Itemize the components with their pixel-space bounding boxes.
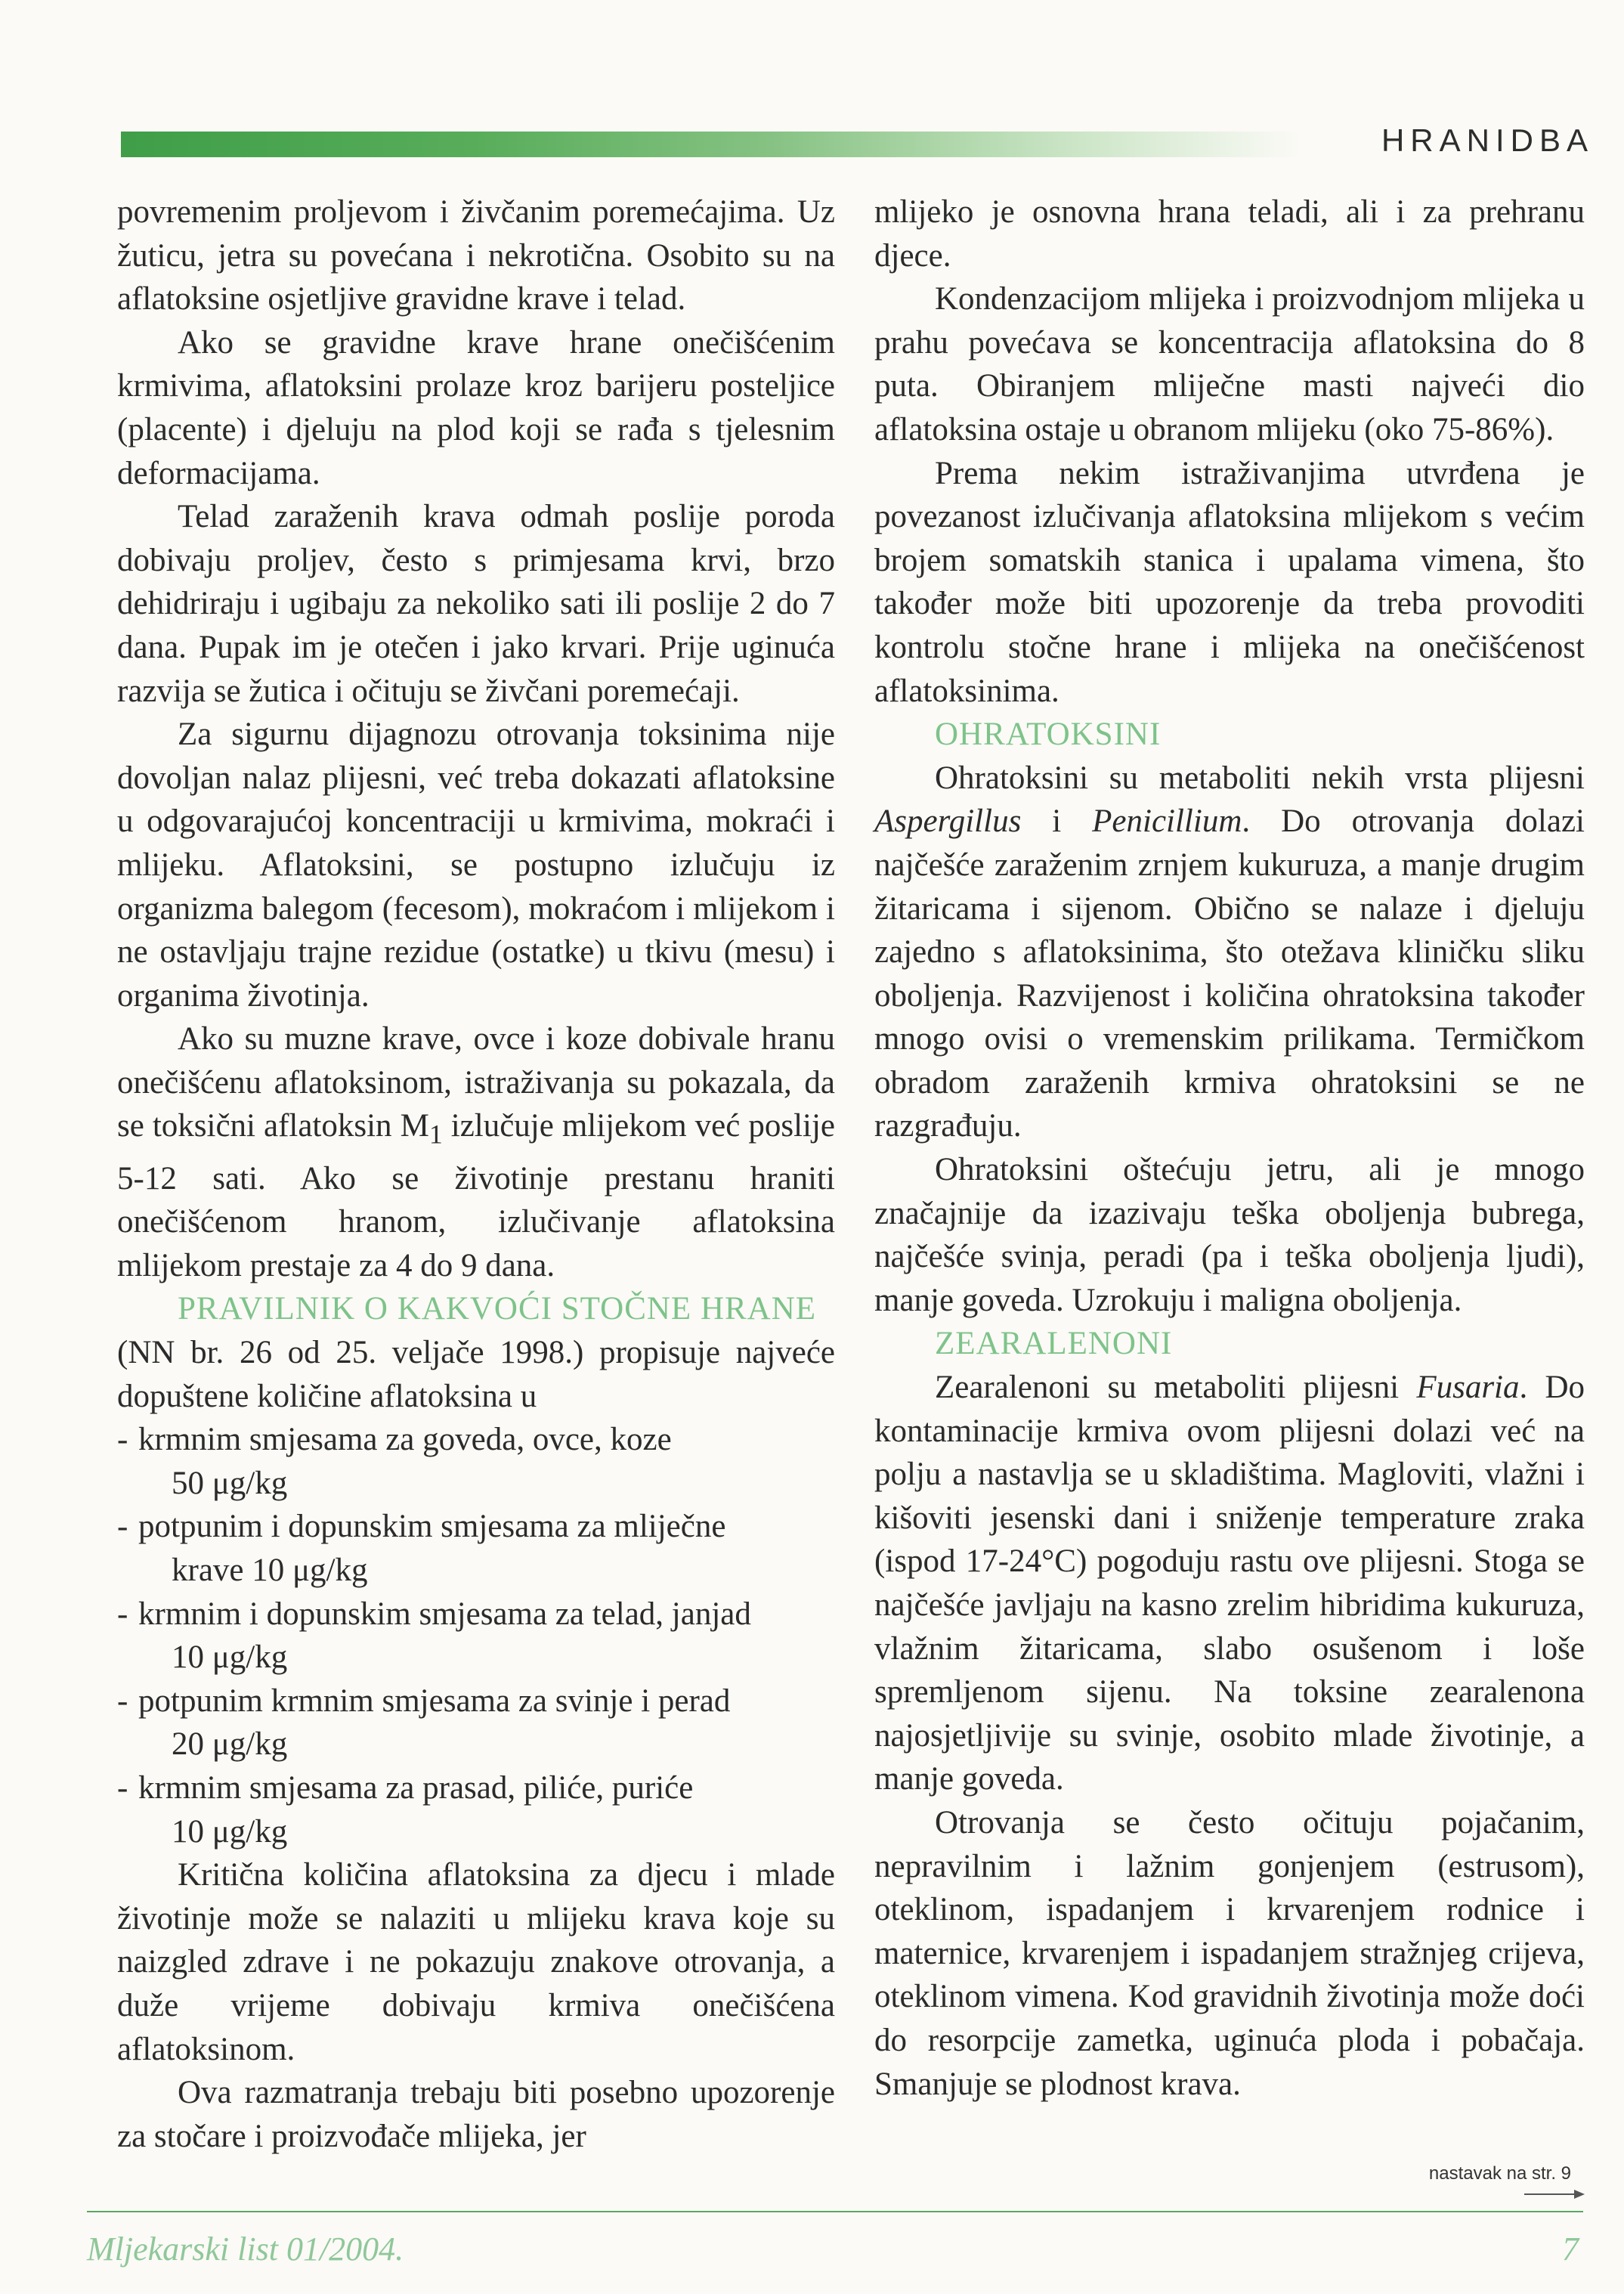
heading-pravilnik: PRAVILNIK O KAKVOĆI STOČNE HRANE [178, 1291, 817, 1327]
paragraph: (NN br. 26 od 25. veljače 1998.) propisuje najveće dopuštene količine aflatoksina u [117, 1335, 835, 1414]
paragraph: Prema nekim istraživanjima utvrđena je povezanost izlučivanja aflatoksina mlijekom s većim brojem somatskih stanica i upalama vimena, što također može biti upozorenje da treba provoditi kontrolu stočne hrane i mlijeka na onečišćenost aflatoksinima. [874, 455, 1585, 709]
right-column [874, 190, 1585, 2106]
paragraph: povremenim proljevom i živčanim poremećajima. Uz žuticu, jetra su povećana i nekrotična. Osobito su na aflatoksine osjetljive gravidne krave i telad. [117, 194, 835, 317]
text-run: . Do otrovanja dolazi najčešće zaraženim zrnjem kukuruza, a manje drugim žitaricama i sijenom. Obično se nalaze i djeluju zajedno s aflatoksinima, što otežava kliničku sliku oboljenja. Razvijenost i količina ohratoksina također mnogo ovisi o vremenskim prilikama. Termičkom obradom zaraženih krmiva ohratoksini se ne razgrađuju. [874, 803, 1585, 1144]
paragraph: Kritična količina aflatoksina za djecu i mlade životinje može se nalaziti u mlijeku krava koje su naizgled zdrave i ne pokazuju znakove otrovanja, a duže vrijeme dobivaju krmiva onečišćena aflatoksinom. [117, 1857, 835, 2067]
left-column [117, 190, 835, 2158]
text-run: . Do kontaminacije krmiva ovom plijesni dolazi već na polju a nastavlja se u skladištima. Magloviti, vlažni i kišoviti jesenski dani i sniženje temperature zraka (ispod 17-24°C) pogoduju rastu ove plijesni. Stoga se najčešće javljaju na kasno zrelim hibridima kukuruza, vlažnim žitaricama, slabo osušenom i loše spremljenom sijenu. Na toksine zearalenona najosjetljivije su svinje, osobito mlade životinje, a manje goveda. [874, 1370, 1585, 1797]
text-run: izlučuje mlijekom već poslije 5-12 sati. Ako se životinje prestanu hraniti onečišćenom hranom, izlučivanje aflatoksina mlijekom prestaje za 4 do 9 dana. [117, 1108, 836, 1283]
limit-amount: 10 μg/kg [172, 1813, 288, 1850]
paragraph: Telad zaraženih krava odmah poslije poroda dobivaju proljev, često s primjesama krvi, brzo dehidriraju i ugibaju za nekoliko sati ili poslije 2 do 7 dana. Pupak im je otečen i jako krvari. Prije uginuća razvija se žutica i očituju se živčani poremećaji. [117, 499, 835, 709]
limit-amount: 10 μg/kg [172, 1639, 288, 1676]
limit-amount: 20 μg/kg [172, 1726, 288, 1763]
subscript: 1 [428, 1119, 443, 1150]
footer-publication: Mljekarski list 01/2004. [87, 2231, 404, 2268]
list-item [117, 1418, 835, 1505]
paragraph: Ova razmatranja trebaju biti posebno upozorenje za stočare i proizvođače mlijeka, jer [117, 2075, 835, 2154]
text-run: Ako su muzne krave, ovce i koze dobivale hranu onečišćenu aflatoksinom, istraživanja su pokazala, da se toksični aflatoksin M [117, 1021, 835, 1144]
heading-zearalenoni: ZEARALENONI [935, 1326, 1173, 1362]
limit-text: krmnim i dopunskim smjesama za telad, janjad [138, 1596, 751, 1632]
heading-ohratoksini: OHRATOKSINI [935, 717, 1162, 753]
continued-note: nastavak na str. 9 [1428, 2163, 1571, 2184]
limit-amount: 50 μg/kg [172, 1465, 288, 1501]
genus-name: Penicillium [1092, 803, 1242, 840]
list-item [117, 1679, 835, 1766]
paragraph: Otrovanja se često očituju pojačanim, nepravilnim i lažnim gonjenjem (estrusom), oteklinom, ispadanjem i krvarenjem rodnice i maternice, krvarenjem i ispadanjem stražnjeg crijeva, oteklinom vimena. Kod gravidnih životinja može doći do resorpcije zametka, uginuća ploda i pobačaja. Smanjuje se plodnost krava. [874, 1804, 1585, 2102]
header-color-bar [121, 132, 1300, 157]
genus-name: Aspergillus [874, 803, 1022, 840]
paragraph: Ako se gravidne krave hrane onečišćenim krmivima, aflatoksini prolaze kroz barijeru posteljice (placente) i djeluju na plod koji se rađa s tjelesnim deformacijama. [117, 324, 835, 491]
paragraph [117, 1017, 835, 1287]
text-run: Ohratoksini su metaboliti nekih vrsta plijesni [935, 760, 1585, 796]
list-item [117, 1766, 835, 1853]
footer-divider [87, 2211, 1583, 2212]
paragraph: Ohratoksini oštećuju jetru, ali je mnogo značajnije da izazivaju teška oboljenja bubrega, najčešće svinja, peradi (pa i teška oboljenja ljudi), manje goveda. Uzrokuju i maligna oboljenja. [874, 1152, 1585, 1318]
paragraph: Kondenzacijom mlijeka i proizvodnjom mlijeka u prahu povećava se koncentracija aflatoksina do 8 puta. Obiranjem mliječne masti najveći dio aflatoksina ostaje u obranom mlijeku (oko 75-86%). [874, 281, 1585, 447]
paragraph: Za sigurnu dijagnozu otrovanja toksinima nije dovoljan nalaz plijesni, već treba dokazati aflatoksine u odgovarajućoj koncentraciji u krmivima, mokraći i mlijeku. Aflatoksini, se postupno izlučuju iz organizma balegom (fecesom), mokraćom i mlijekom i ne ostavljaju trajne rezidue (ostatke) u tkivu (mesu) i organima životinja. [117, 717, 835, 1014]
paragraph [874, 1366, 1585, 1801]
text-run: i [1021, 803, 1093, 840]
arrow-right-icon [1524, 2189, 1585, 2200]
limit-amount: krave 10 μg/kg [172, 1553, 368, 1588]
text-run: Zearalenoni su metaboliti plijesni [935, 1370, 1417, 1406]
paragraph: mlijeko je osnovna hrana teladi, ali i za prehranu djece. [874, 194, 1585, 274]
limit-text: krmnim smjesama za goveda, ovce, koze [138, 1422, 672, 1458]
limit-text: potpunim i dopunskim smjesama za mliječne [138, 1509, 726, 1545]
list-item [117, 1505, 835, 1592]
list-item [117, 1593, 835, 1679]
section-title: HRANIDBA [1381, 122, 1594, 158]
limits-list [117, 1418, 835, 1853]
limit-text: krmnim smjesama za prasad, piliće, puriće [138, 1769, 694, 1806]
paragraph [874, 757, 1585, 1148]
genus-name: Fusaria [1416, 1370, 1520, 1406]
page-number: 7 [1562, 2231, 1579, 2268]
limit-text: potpunim krmnim smjesama za svinje i perad [138, 1683, 731, 1719]
